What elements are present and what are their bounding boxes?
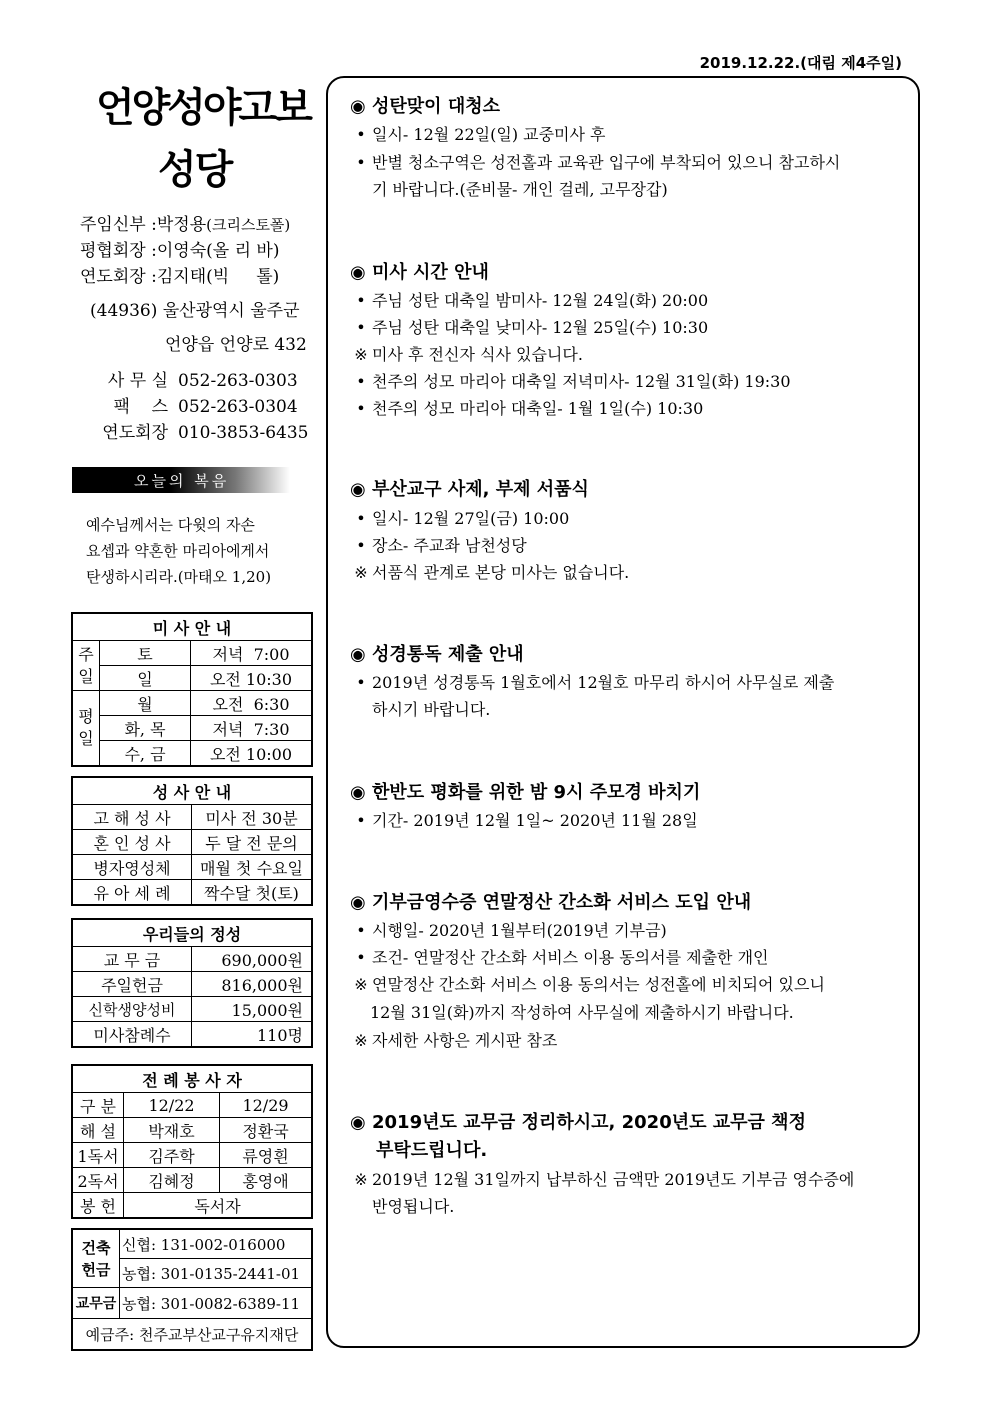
contact-value: 052-263-0303 [178, 371, 298, 391]
notice-line: 12월 31일(화)까지 작성하여 사무실에 제출하시기 바랍니다. [370, 1003, 794, 1022]
notice-text: 2019년 12월 31일까지 납부하신 금액만 2019년도 기부금 영수증에 [372, 1170, 855, 1189]
notice-text: 조건- 연말정산 간소화 서비스 이용 동의서를 제출한 개인 [372, 948, 769, 967]
sacrament-value: 두 달 전 문의 [192, 830, 313, 855]
minister-col-date: 12/29 [220, 1093, 313, 1118]
bullet-icon: • [356, 153, 366, 172]
mass-time: 저녁 7:00 [191, 641, 313, 666]
dues-label: 교무금 [72, 1288, 120, 1319]
address-line-1: (44936) 울산광역시 울주군 [90, 301, 300, 321]
bullet-icon: • [356, 291, 366, 310]
reference-mark-icon: ※ [354, 563, 368, 582]
mass-schedule-title: 미 사 안 내 [72, 613, 312, 641]
sacrament-value: 짝수달 첫(토) [192, 880, 313, 906]
notice-text: 천주의 성모 마리아 대축일 저녁미사- 12월 31일(화) 19:30 [372, 372, 791, 391]
staff-funeral: 연도회장 :김지태(빅 톨) [80, 267, 280, 287]
offerings-title: 우리들의 정성 [72, 919, 312, 947]
bulletin-date: 2019.12.22.(대림 제4주일) [699, 54, 902, 72]
mass-day: 화, 목 [100, 716, 191, 741]
offering-value: 15,000원 [192, 997, 313, 1022]
minister-name: 정환국 [220, 1118, 313, 1143]
notice-title [350, 640, 524, 666]
notice-title [350, 778, 700, 804]
building-fund-label [72, 1229, 120, 1288]
notice-title-text: 부산교구 사제, 부제 서품식 [372, 479, 589, 500]
notice-line [350, 122, 606, 145]
notice-line [350, 150, 840, 173]
account-number: 농협: 301-0082-6389-11 [120, 1288, 313, 1319]
staff-baptismal: (크리스토폴) [206, 216, 291, 234]
sacrament-title: 성 사 안 내 [72, 777, 312, 805]
bullet-icon: • [356, 372, 366, 391]
notice-line [350, 506, 569, 529]
notice-line [350, 945, 769, 968]
contact-fax [96, 392, 298, 417]
bullet-mark-icon: ◉ [350, 262, 366, 283]
sacrament-name: 고 해 성 사 [72, 805, 192, 830]
minister-name: 김주학 [124, 1143, 220, 1168]
staff-name: 김지태 [156, 267, 207, 287]
bullet-icon: • [356, 536, 366, 555]
contact-office [96, 366, 298, 391]
mass-time: 오전 10:30 [191, 666, 313, 691]
ministers-table [71, 1064, 313, 1219]
notice-text: 일시- 12월 22일(일) 교중미사 후 [372, 125, 606, 144]
notice-line: 하시기 바랍니다. [372, 700, 491, 719]
staff-role: 주임신부 [80, 215, 146, 235]
minister-name: 독서자 [124, 1193, 313, 1219]
notice-line [350, 288, 708, 311]
minister-name: 박재호 [124, 1118, 220, 1143]
mass-day: 일 [100, 666, 191, 691]
sunday-label: 주일 [72, 641, 100, 691]
notice-title [350, 475, 589, 501]
ministers-title: 전 례 봉 사 자 [72, 1065, 312, 1093]
building-fund-label-2: 헌금 [81, 1260, 111, 1279]
notice-text: 서품식 관계로 본당 미사는 없습니다. [372, 563, 630, 582]
staff-baptismal: (빅 톨) [206, 267, 280, 287]
notice-title-text: 성탄맞이 대청소 [372, 96, 500, 117]
mass-schedule-table [71, 612, 313, 767]
sacrament-table [71, 776, 313, 906]
sacrament-name: 병자영성체 [72, 855, 192, 880]
minister-col-role: 구 분 [72, 1093, 124, 1118]
notice-title [350, 888, 751, 914]
building-fund-label-1: 건축 [81, 1238, 111, 1257]
notice-title [350, 258, 489, 284]
staff-role: 평협회장 [80, 241, 146, 261]
staff-council: 평협회장 :이영숙(올 리 바) [80, 241, 280, 261]
mass-day: 수, 금 [100, 741, 191, 767]
notice-line [350, 808, 698, 831]
notice-text: 반별 청소구역은 성전홀과 교육관 입구에 부착되어 있으니 참고하시 [372, 153, 841, 172]
notice-line [350, 1028, 557, 1051]
minister-name: 김혜정 [124, 1168, 220, 1193]
mass-time: 저녁 7:30 [191, 716, 313, 741]
notice-text: 주님 성탄 대축일 낮미사- 12월 25일(수) 10:30 [372, 318, 709, 337]
bullet-icon: • [356, 509, 366, 528]
reference-mark-icon: ※ [354, 975, 368, 994]
offering-name: 미사참례수 [72, 1022, 192, 1048]
bullet-icon: • [356, 399, 366, 418]
notice-text: 일시- 12월 27일(금) 10:00 [372, 509, 570, 528]
notice-text: 기간- 2019년 12월 1일~ 2020년 11월 28일 [372, 811, 698, 830]
offering-name: 신학생양성비 [72, 997, 192, 1022]
bullet-mark-icon: ◉ [350, 96, 366, 117]
notice-text: 시행일- 2020년 1월부터(2019년 기부금) [372, 921, 667, 940]
minister-col-date: 12/22 [124, 1093, 220, 1118]
offering-name: 주일헌금 [72, 972, 192, 997]
sacrament-value: 미사 전 30분 [192, 805, 313, 830]
notice-title-text: 성경통독 제출 안내 [372, 644, 524, 665]
staff-name: 이영숙 [156, 241, 207, 261]
notice-text: 주님 성탄 대축일 밤미사- 12월 24일(화) 20:00 [372, 291, 709, 310]
notice-text: 자세한 사항은 게시판 참조 [372, 1031, 558, 1050]
offerings-table [71, 918, 313, 1048]
contact-funeral-head [96, 418, 308, 443]
minister-name: 류영흰 [220, 1143, 313, 1168]
notice-line [350, 533, 527, 556]
bullet-icon: • [356, 318, 366, 337]
notice-title-text: 한반도 평화를 위한 밤 9시 주모경 바치기 [372, 782, 701, 803]
bullet-mark-icon: ◉ [350, 644, 366, 665]
notice-title-text: 미사 시간 안내 [372, 262, 489, 283]
minister-role: 해 설 [72, 1118, 124, 1143]
contact-label: 팩 스 [113, 397, 168, 417]
notice-line [350, 315, 708, 338]
minister-role: 봉 헌 [72, 1193, 124, 1219]
reference-mark-icon: ※ [354, 345, 368, 364]
notice-line [350, 396, 703, 419]
accounts-table [71, 1228, 313, 1351]
offering-value: 110명 [192, 1022, 313, 1048]
minister-name: 홍영애 [220, 1168, 313, 1193]
gospel-header [72, 467, 290, 493]
bullet-mark-icon: ◉ [350, 892, 366, 913]
minister-role: 2독서 [72, 1168, 124, 1193]
mass-day: 월 [100, 691, 191, 716]
mass-time: 오전 10:00 [191, 741, 313, 767]
gospel-label: 오늘의 복음 [134, 472, 230, 490]
account-holder: 예금주: 천주교부산교구유지재단 [72, 1319, 312, 1351]
bullet-mark-icon: ◉ [350, 1112, 366, 1133]
minister-role: 1독서 [72, 1143, 124, 1168]
notice-title-cont: 부탁드립니다. [376, 1140, 488, 1161]
bullet-icon: • [356, 948, 366, 967]
contact-label: 사 무 실 [107, 371, 168, 391]
offering-name: 교 무 금 [72, 947, 192, 972]
weekday-label: 평일 [72, 691, 100, 767]
notice-title [350, 92, 500, 118]
notice-title-text: 기부금영수증 연말정산 간소화 서비스 도입 안내 [372, 892, 752, 913]
bullet-mark-icon: ◉ [350, 479, 366, 500]
notice-line: 반영됩니다. [372, 1197, 455, 1216]
mass-time: 오전 6:30 [191, 691, 313, 716]
parish-title-sub: 성당 [158, 147, 232, 193]
offering-value: 690,000원 [192, 947, 313, 972]
notice-line [350, 1167, 854, 1190]
gospel-line: 요셉과 약혼한 마리아에게서 [86, 542, 270, 560]
sacrament-value: 매월 첫 수요일 [192, 855, 313, 880]
staff-baptismal: (올 리 바) [206, 241, 280, 261]
parish-title: 언양성야고보 [96, 85, 310, 131]
offering-value: 816,000원 [192, 972, 313, 997]
notice-line [350, 972, 825, 995]
reference-mark-icon: ※ [354, 1031, 368, 1050]
contact-value: 010-3853-6435 [178, 423, 309, 443]
notice-line [350, 369, 791, 392]
reference-mark-icon: ※ [354, 1170, 368, 1189]
notice-text: 미사 후 전신자 식사 있습니다. [372, 345, 583, 364]
gospel-line: 탄생하시리라.(마태오 1,20) [86, 568, 272, 586]
mass-day: 토 [100, 641, 191, 666]
address-line-2: 언양읍 언양로 432 [165, 335, 307, 355]
sacrament-name: 혼 인 성 사 [72, 830, 192, 855]
notice-line: 기 바랍니다.(준비물- 개인 걸레, 고무장갑) [372, 180, 668, 199]
notice-text: 2019년 성경통독 1월호에서 12월호 마무리 하시어 사무실로 제출 [372, 673, 835, 692]
notice-text: 천주의 성모 마리아 대축일- 1월 1일(수) 10:30 [372, 399, 704, 418]
contact-label: 연도회장 [102, 423, 168, 443]
notice-line [350, 918, 667, 941]
contact-value: 052-263-0304 [178, 397, 298, 417]
account-number: 농협: 301-0135-2441-01 [120, 1259, 313, 1288]
staff-name: 박정용 [156, 215, 207, 235]
staff-pastor: 주임신부 :박정용(크리스토폴) [80, 215, 291, 235]
notice-line [350, 342, 583, 365]
gospel-line: 예수님께서는 다윗의 자손 [86, 516, 255, 534]
notice-line [350, 560, 629, 583]
notice-text: 연말정산 간소화 서비스 이용 동의서는 성전홀에 비치되어 있으니 [372, 975, 825, 994]
bullet-icon: • [356, 673, 366, 692]
bullet-icon: • [356, 811, 366, 830]
notice-title-text: 2019년도 교무금 정리하시고, 2020년도 교무금 책정 [372, 1112, 806, 1133]
notice-text: 장소- 주교좌 남천성당 [372, 536, 527, 555]
bullet-icon: • [356, 921, 366, 940]
notice-line [350, 670, 834, 693]
sacrament-name: 유 아 세 례 [72, 880, 192, 906]
account-number: 신협: 131-002-016000 [120, 1229, 313, 1259]
bullet-mark-icon: ◉ [350, 782, 366, 803]
bullet-icon: • [356, 125, 366, 144]
staff-role: 연도회장 [80, 267, 146, 287]
notice-title [350, 1108, 806, 1134]
